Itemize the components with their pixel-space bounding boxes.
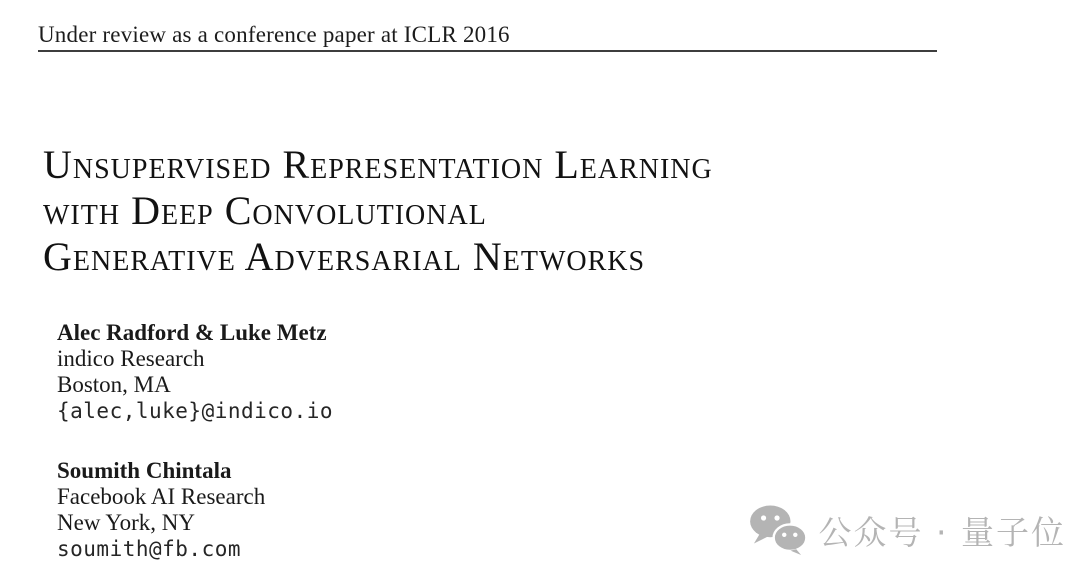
watermark-label: 公众号 · 量子位 [818, 512, 1066, 552]
title-line-3: Generative Adversarial Networks [43, 234, 646, 279]
author-affiliation: Facebook AI Research [57, 484, 266, 509]
wechat-icon [749, 505, 807, 555]
paper-title [43, 142, 713, 280]
title-line-1: Unsupervised Representation Learning [43, 142, 713, 187]
author-location: New York, NY [57, 510, 196, 535]
review-status-note: Under review as a conference paper at ICLR 2016 [38, 22, 510, 47]
title-line-2: with Deep Convolutional [43, 188, 487, 233]
author-affiliation: indico Research [57, 346, 205, 371]
header-rule [38, 50, 937, 52]
author-name: Alec Radford & Luke Metz [57, 320, 327, 345]
watermark-qbitai [749, 505, 1066, 555]
author-location: Boston, MA [57, 372, 171, 397]
author-email: soumith@fb.com [57, 537, 242, 561]
author-block-radford-metz [57, 320, 333, 425]
author-block-chintala [57, 458, 265, 563]
author-name: Soumith Chintala [57, 458, 232, 483]
author-email: {alec,luke}@indico.io [57, 399, 334, 423]
